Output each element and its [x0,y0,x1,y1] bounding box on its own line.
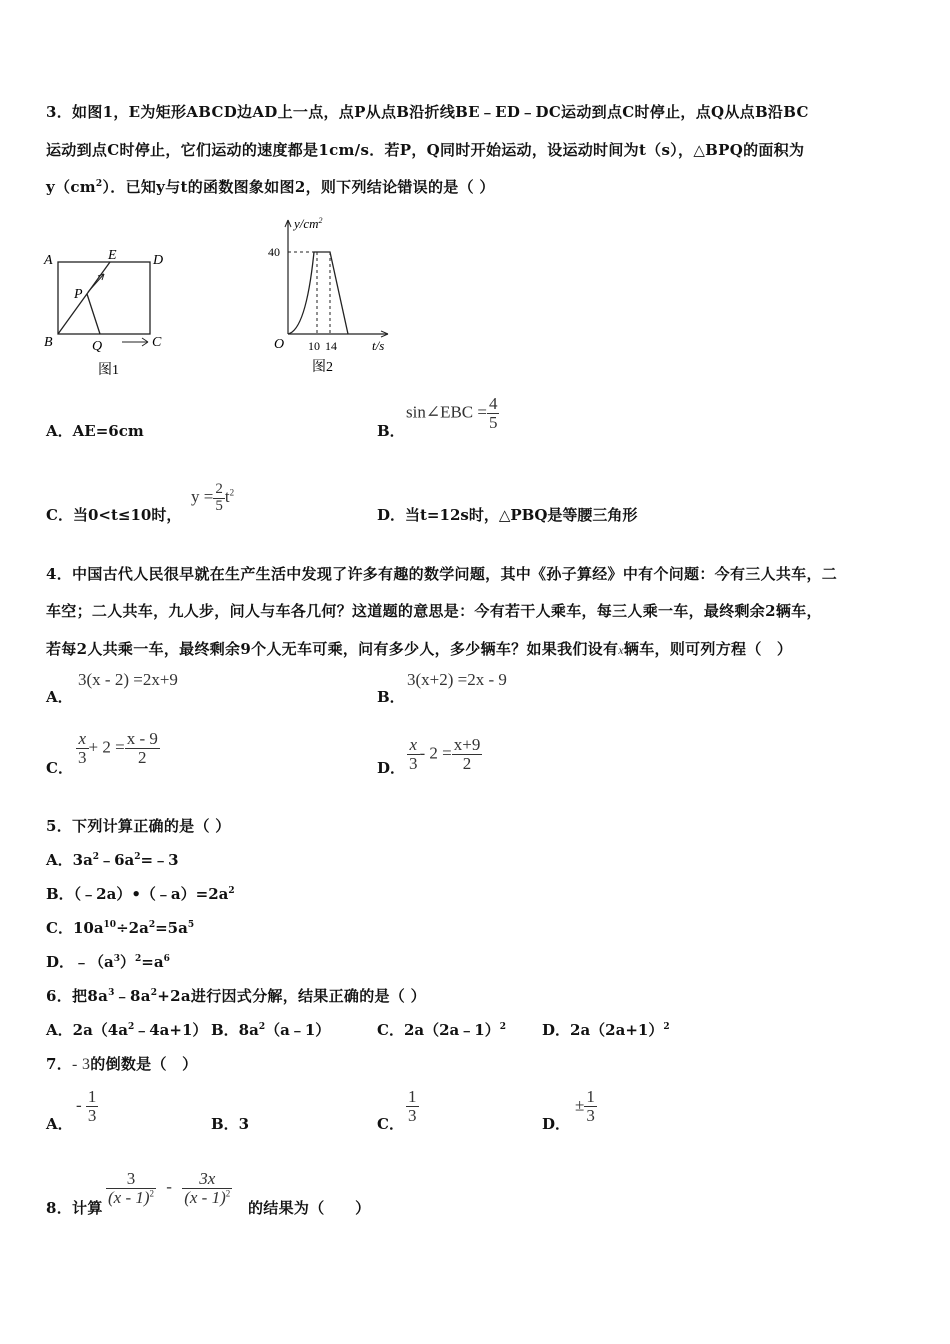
q3-stem-line2: 运动到点C时停止，它们运动的速度都是1cm/s．若P，Q同时开始运动，设运动时间为t（s），△BPQ的面积为 [46,141,805,159]
function-curve [288,252,348,334]
label-b: B [44,335,53,350]
q4-option-d-label: D． [377,759,406,777]
label-e: E [108,248,117,263]
q3-stem-line1: 3．如图1，E为矩形ABCD边AD上一点，点P从点B沿折线BE﹣ED﹣DC运动到点C时停止，点Q从点B沿BC [46,103,809,121]
q8-stem-end: 的结果为（ ） [248,1199,371,1217]
tick-14: 14 [325,339,337,353]
q7-option-a-label: A． [46,1115,73,1133]
q6-option-a: A．$2a(4a^2﹣4a+1)$ [46,1021,208,1039]
arrow-q-icon [122,338,148,346]
q7-stem: 7．- 3的倒数是（ ） [46,1055,198,1073]
q3-option-c-label: C．当0<t≤10时， [46,506,182,524]
q4-option-a-formula: 3(x - 2) =2x+9 [78,670,178,689]
q4-stem-line1: 4．中国古代人民很早就在生产生活中发现了许多有趣的数学问题，其中《孙子算经》中有个问题：今有三人共车，二 [46,565,838,583]
q3-option-d: D．当t=12s时，△PBQ是等腰三角形 [377,506,638,524]
label-q: Q [92,339,103,354]
q5-option-b: B．$(﹣2a)•(﹣a)=2a^2$ [46,885,235,903]
q3-option-c-formula: y = $\frac{2}{5}$ $t^2$ [191,481,235,514]
q8-stem-start: 8．计算 [46,1199,103,1217]
origin-label: O [274,337,285,352]
q5-option-c: C．$10a^{10}\div 2a^2=5a^5$ [46,919,195,937]
segment-pq [87,294,100,334]
q4-option-d-formula: $\frac{x}{3}$ - 2 = $\frac{x+9}{2}$ [409,735,481,773]
q5-option-d: D．$﹣(a^3)^2=a^6$ [46,953,170,971]
q5-option-a: A．$3a^2﹣6a^2=﹣3$ [46,851,179,869]
figure-2-caption: 图2 [312,360,333,375]
q8-formula: $\frac{3}{(x - 1)^2}$ - $\frac{3x}{(x - 1)^2}$ [108,1169,231,1207]
q6-stem: 6．把$8a^3﹣8a^2+2a$进行因式分解，结果正确的是（ ） [46,987,426,1005]
tick-10: 10 [308,339,320,353]
figure-2-graph [262,212,402,377]
q4-option-b-formula: 3(x+2) =2x - 9 [407,670,507,689]
tick-40: 40 [268,245,280,259]
q4-option-c-formula: $\frac{x}{3}$ + 2 = $\frac{x - 9}{2}$ [78,729,158,767]
q4-stem-line2: 车空；二人共车，九人步，问人与车各几何？这道题的意思是：今有若干人乘车，每三人乘一车，最终剩余2辆车， [46,602,822,620]
rectangle-abcd [58,262,150,334]
q5-stem: 5．下列计算正确的是（ ） [46,817,231,835]
q6-option-b: B．$8a^2(a﹣1)$ [211,1021,331,1039]
label-c: C [152,335,162,350]
q7-option-d-label: D． [542,1115,571,1133]
q3-option-a: A．AE=6cm [46,422,144,440]
q7-option-b: B．3 [211,1115,250,1133]
q4-stem-line3: 若每2人共乘一车，最终剩余9个人无车可乘，问有多少人，多少辆车？如果我们设有x辆车，则可列方程（ ） [46,640,793,658]
y-axis-label: $y/cm^2$ [294,216,323,231]
q4-option-a-label: A． [46,688,73,706]
q3-option-b-formula: sin∠EBC = $\frac{4}{5}$ [406,394,498,432]
figure-1-caption: 图1 [98,363,119,378]
q7-option-a-formula: - $\frac{1}{3}$ [76,1087,97,1125]
q7-option-c-label: C． [377,1115,404,1133]
x-axis-label: t/s [372,338,385,353]
q3-option-b-label: B． [377,422,405,440]
q7-option-c-formula: $\frac{1}{3}$ [408,1087,417,1125]
q3-stem-line3: $y(cm^2)$．已知y与t的函数图象如图2，则下列结论错误的是（ ） [46,178,495,196]
q7-option-d-formula: ± $\frac{1}{3}$ [575,1087,595,1125]
label-d: D [153,253,164,268]
label-a: A [44,253,53,268]
segment-be [58,262,110,334]
q4-option-c-label: C． [46,759,73,777]
arrow-p-icon [88,274,104,292]
q6-option-d: D．$2a(2a+1)^2$ [542,1021,670,1039]
q6-option-c: C．2a（2a﹣1）$^2$ [377,1021,506,1039]
label-p: P [74,287,83,302]
figure-1-rectangle [40,240,180,380]
q4-option-b-label: B． [377,688,405,706]
